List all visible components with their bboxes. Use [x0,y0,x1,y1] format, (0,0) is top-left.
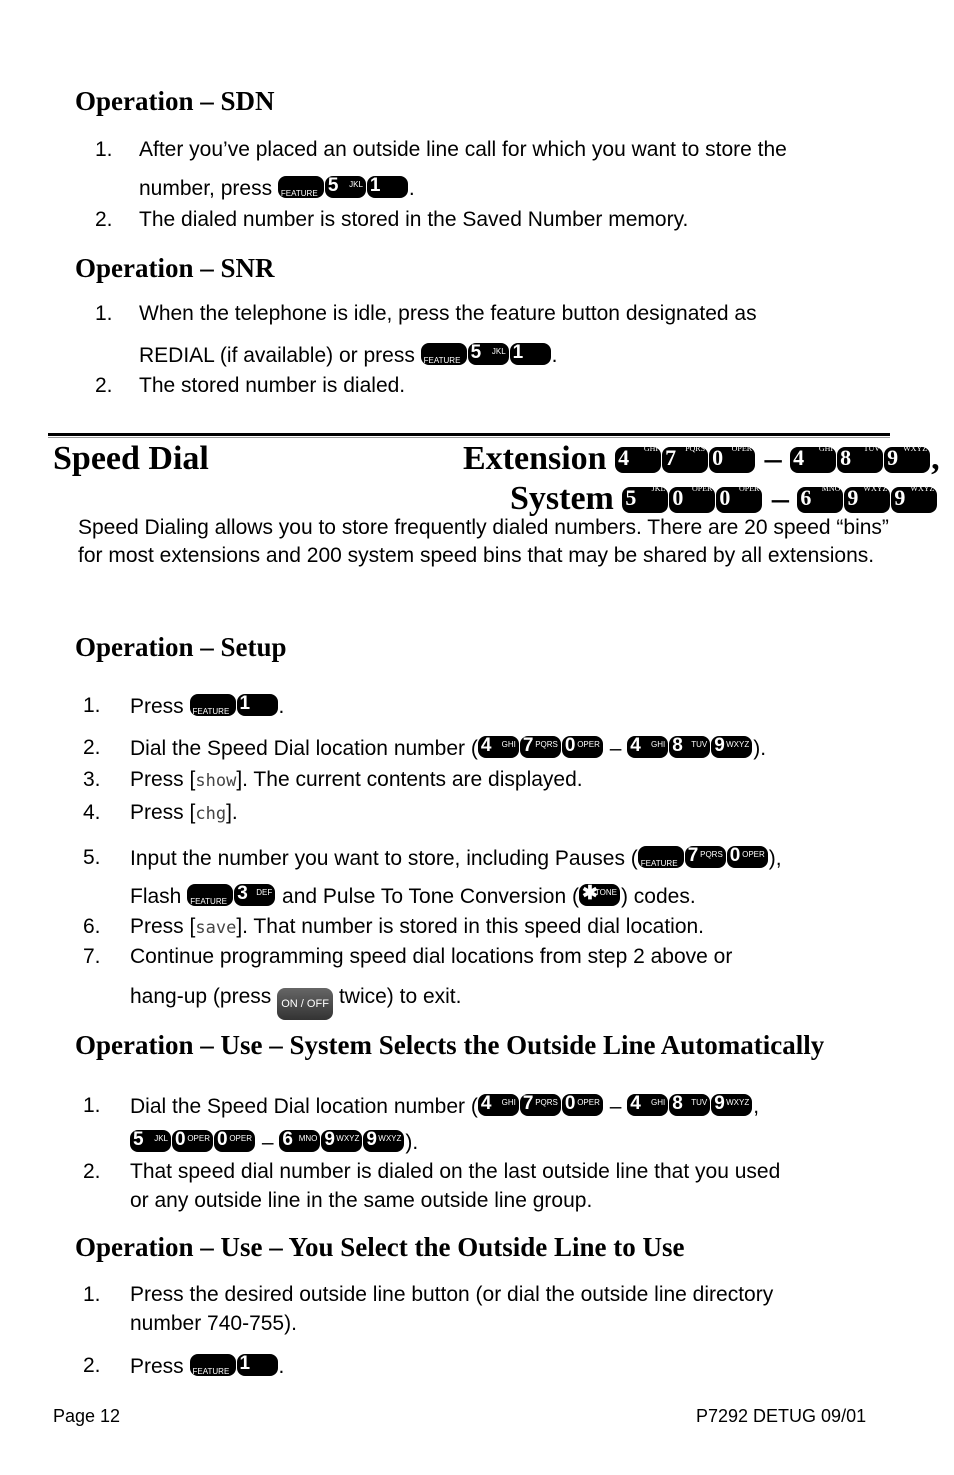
key-6-icon: 6 MNO [279,1130,320,1152]
on-off-key-icon: ON / OFF [277,988,333,1020]
step-number: 1. [95,302,113,325]
system-range: System 5 JKL 0 OPER 0 OPER – 6 MNO 9 WXYZ 9 WXYZ [510,480,938,518]
document-code: P7292 DETUG 09/01 [696,1406,867,1426]
step-number: 7. [83,945,101,968]
feature-key-icon: FEATURE [187,884,233,906]
step-number: 2. [83,736,101,759]
key-4-icon: 4 GHI [478,1094,519,1116]
key-0-icon: 0 OPER [172,1130,213,1152]
step-text: Flash FEATURE 3 DEF and Pulse To Tone Conversion ( ✱ TONE ) codes. [130,883,696,908]
key-1-icon: 1 [237,1354,278,1376]
step-text: Press [show]. The current contents are displayed. [130,768,583,791]
step-number: 1. [83,1094,101,1117]
feature-key-icon: FEATURE [190,694,236,716]
step-text: After you’ve placed an outside line call for which you want to store the [139,138,787,161]
key-0-icon: 0 OPER [716,487,762,513]
step-number: 2. [83,1354,101,1377]
step-text: The dialed number is stored in the Saved Number memory. [139,208,689,231]
key-9-icon: 9 WXYZ [711,736,752,758]
feature-key-icon: FEATURE [278,176,324,198]
key-7-icon: 7 PQRS [520,736,561,758]
key-0-icon: 0 OPER [709,447,755,473]
heading-use-auto: Operation – Use – System Selects the Outside Line Automatically [75,1030,825,1060]
key-7-icon: 7 PQRS [662,447,708,473]
step-number: 2. [83,1160,101,1183]
step-number: 2. [95,374,113,397]
extension-range: Extension 4 GHI 7 PQRS 0 OPER – 4 GHI 8 TUV 9 WXYZ , [463,440,940,477]
step-text: The stored number is dialed. [139,374,406,397]
key-7-icon: 7 PQRS [520,1094,561,1116]
step-number: 4. [83,801,101,824]
softkey-save: save [195,918,237,938]
feature-key-icon: FEATURE [421,343,467,365]
intro-paragraph: Speed Dialing allows you to store frequently dialed numbers. There are 20 speed “bins” for most extensions and 200 system speed bins that may be shared by all extensions. [78,516,889,567]
key-1-icon: 1 [237,694,278,716]
key-4-icon: 4 GHI [627,736,668,758]
step-text: Press the desired outside line button (or dial the outside line directory [130,1283,774,1306]
key-5-icon: 5 JKL [468,343,509,365]
page-number: Page 12 [53,1406,121,1426]
step-number: 1. [95,138,113,161]
softkey-chg: chg [195,804,227,824]
heading-setup: Operation – Setup [75,632,287,662]
key-1-icon: 1 [367,176,408,198]
key-8-icon: 8 TUV [837,447,883,473]
key-9-icon: 9 WXYZ [363,1130,404,1152]
section-title: Speed Dial [53,440,209,477]
key-9-icon: 9 WXYZ [321,1130,362,1152]
key-5-icon: 5 JKL [130,1130,171,1152]
key-0-icon: 0 OPER [214,1130,255,1152]
key-0-icon: 0 OPER [727,846,768,868]
key-6-icon: 6 MNO [797,487,843,513]
key-8-icon: 8 TUV [669,736,710,758]
feature-key-icon: FEATURE [190,1354,236,1376]
step-text: REDIAL (if available) or press FEATURE 5 JKL 1 . [139,342,558,367]
step-text: Press FEATURE 1 . [130,693,285,718]
step-number: 3. [83,768,101,791]
softkey-show: show [195,771,237,791]
star-tone-key-icon: ✱ TONE [579,884,620,906]
key-4-icon: 4 GHI [615,447,661,473]
step-number: 2. [95,208,113,231]
step-text: When the telephone is idle, press the feature button designated as [139,302,757,325]
step-text: Dial the Speed Dial location number ( 4 GHI 7 PQRS 0 OPER – 4 GHI 8 TUV 9 WXYZ ). [130,735,767,760]
key-4-icon: 4 GHI [627,1094,668,1116]
key-4-icon: 4 GHI [478,736,519,758]
step-text: Dial the Speed Dial location number ( 4 GHI 7 PQRS 0 OPER – 4 GHI 8 TUV 9 WXYZ , [130,1093,760,1118]
key-4-icon: 4 GHI [790,447,836,473]
step-number: 1. [83,694,101,717]
feature-key-icon: FEATURE [638,846,684,868]
step-number: 6. [83,915,101,938]
key-8-icon: 8 TUV [669,1094,710,1116]
step-text: 5 JKL 0 OPER 0 OPER – 6 MNO 9 WXYZ 9 WXYZ ). [130,1130,418,1155]
section-rule [48,433,890,438]
step-number: 5. [83,846,101,869]
step-number: 1. [83,1283,101,1306]
key-9-icon: 9 WXYZ [891,487,937,513]
key-0-icon: 0 OPER [562,1094,603,1116]
step-text: number 740-755). [130,1312,297,1335]
key-9-icon: 9 WXYZ [844,487,890,513]
step-text: Input the number you want to store, including Pauses ( FEATURE 7 PQRS 0 OPER ), [130,845,782,870]
key-9-icon: 9 WXYZ [884,447,930,473]
step-text: That speed dial number is dialed on the last outside line that you used [130,1160,781,1183]
heading-sdn: Operation – SDN [75,86,275,116]
heading-snr: Operation – SNR [75,253,275,283]
key-7-icon: 7 PQRS [685,846,726,868]
step-text: hang-up (press ON / OFF twice) to exit. [130,985,461,1020]
heading-use-select: Operation – Use – You Select the Outside Line to Use [75,1232,685,1262]
key-0-icon: 0 OPER [562,736,603,758]
step-text: number, press FEATURE 5 JKL 1 . [139,175,415,200]
key-9-icon: 9 WXYZ [711,1094,752,1116]
step-text: Press [chg]. [130,801,238,824]
key-0-icon: 0 OPER [669,487,715,513]
key-5-icon: 5 JKL [622,487,668,513]
key-1-icon: 1 [510,343,551,365]
key-5-icon: 5 JKL [325,176,366,198]
key-3-icon: 3 DEF [234,884,275,906]
step-text: Continue programming speed dial locations from step 2 above or [130,945,733,968]
step-text: or any outside line in the same outside line group. [130,1189,593,1212]
step-text: Press FEATURE 1 . [130,1353,285,1378]
step-text: Press [save]. That number is stored in this speed dial location. [130,915,705,938]
